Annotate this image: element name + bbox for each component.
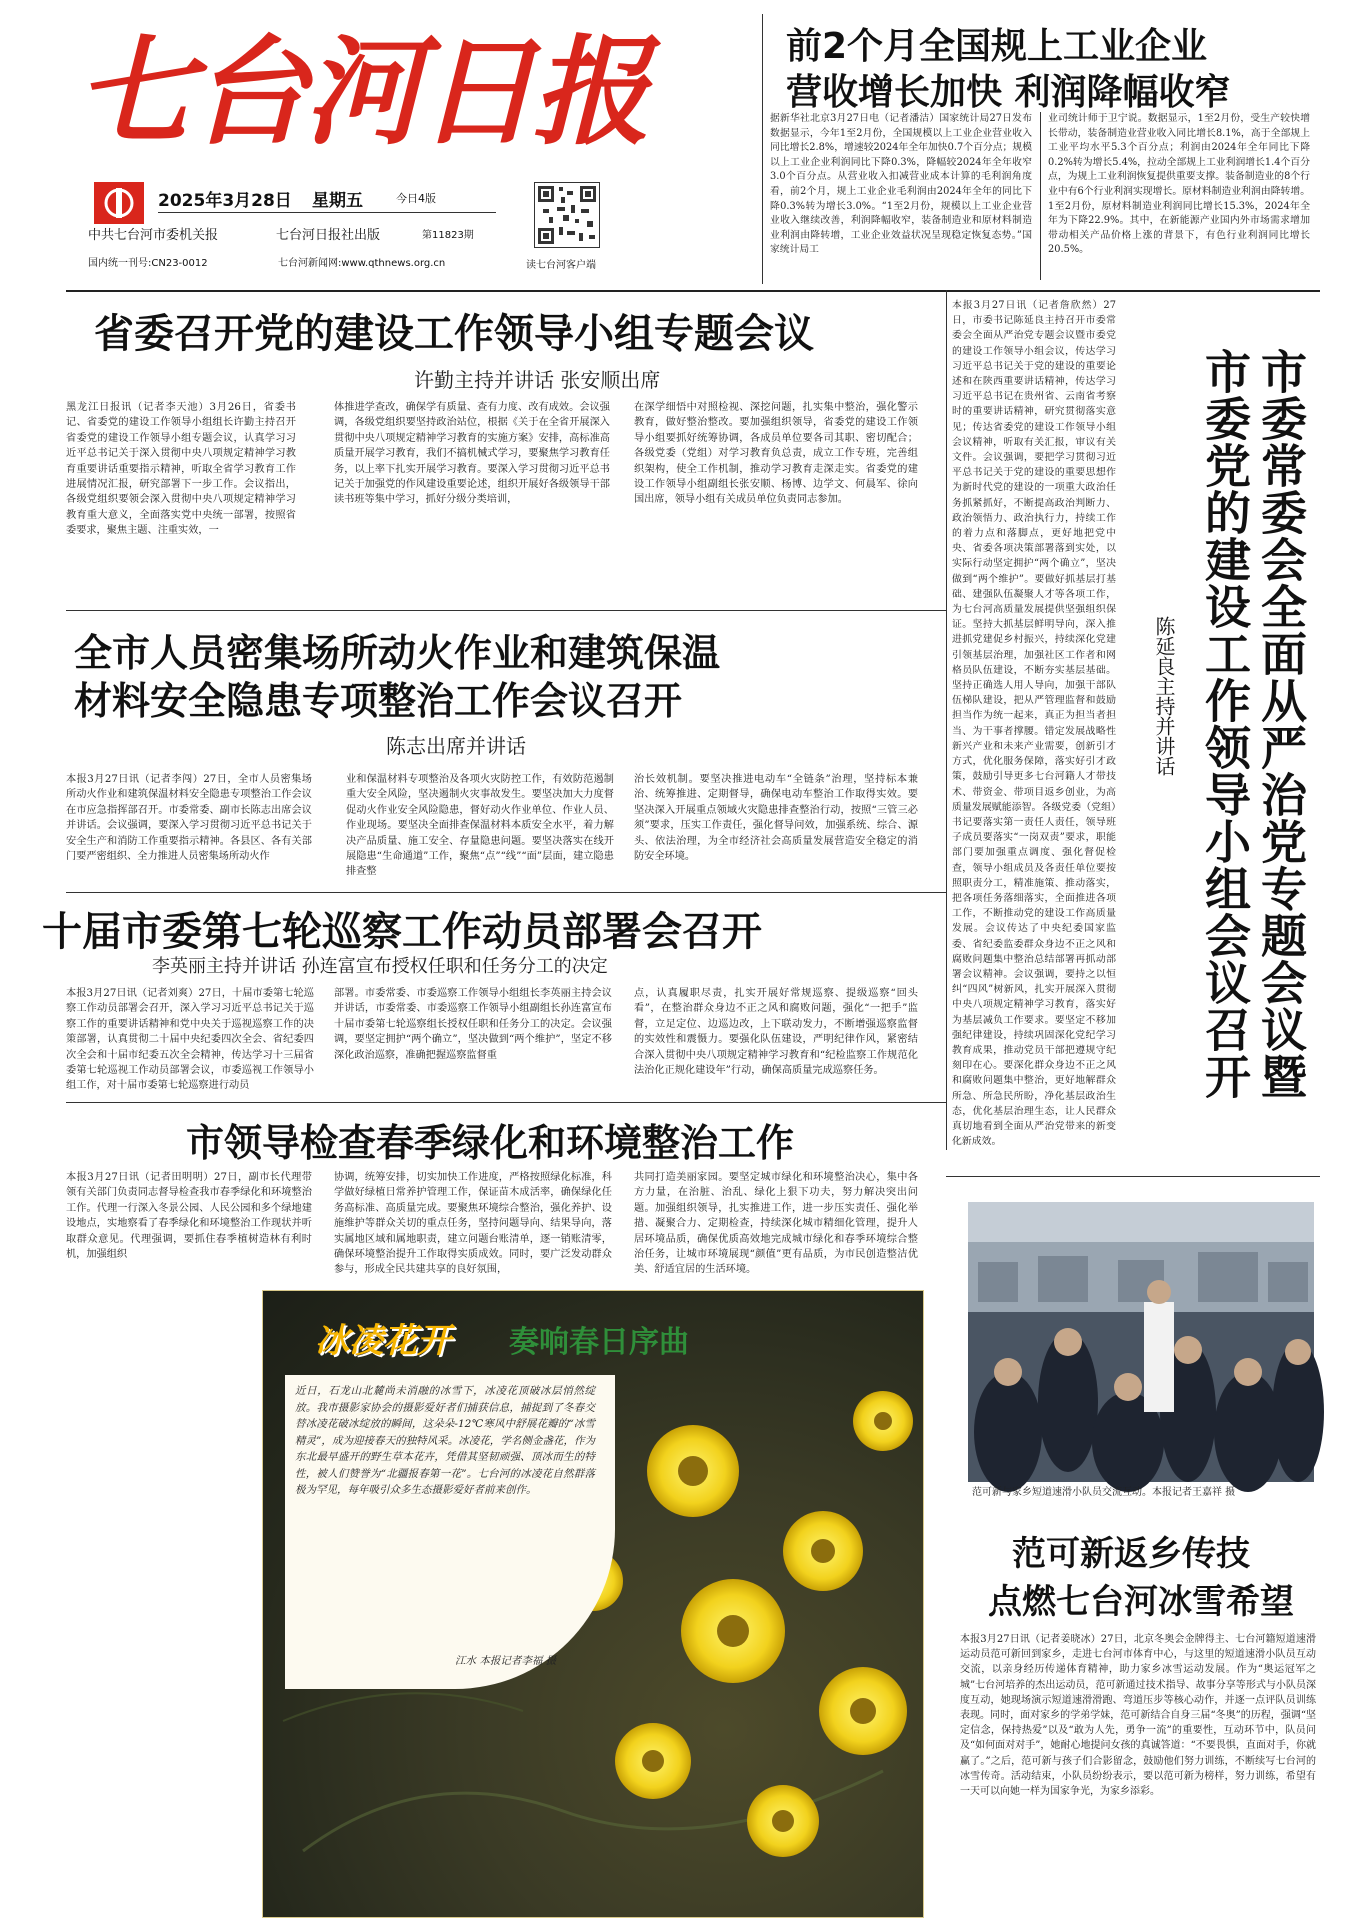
publisher-right: 七台河日报社出版 bbox=[276, 228, 381, 243]
story3-title: 十届市委第七轮巡察工作动员部署会召开 bbox=[42, 909, 762, 955]
story4-col1: 本报3月27日讯（记者田明明）27日，副市长代理带领有关部门负责同志督导检查我市春季绿化和环境整治工作。代理一行深入冬景公园、人民公园和多个绿地建设地点，实地察看了春季绿化和环境整治工作现状并听取群众意见。代理强调，要抓住春季植树造林有利时机，加强组织 bbox=[66, 1172, 312, 1261]
issue-weekday: 星期五 bbox=[312, 191, 363, 211]
masthead bbox=[66, 14, 666, 284]
story3-subtitle: 李英丽主持并讲话 孙连富宣布授权任职和任务分工的决定 bbox=[152, 956, 608, 977]
story1-col3: 在深学细悟中对照检视、深挖问题，扎实集中整治，强化警示教育，做好整治整改。要加强组织领导，省委党的建设工作领导小组要抓好统筹协调，各成员单位要各司其职、密切配合；各级党委（党组）对学习教育负总责，成立工作专班，完善组织架构，使全工作机制，推动学习教育走深走实。省委党的建设工作领导小组副组长张安顺、杨博、边学文、何晨军、徐向国出席，领导小组有关成员单位负责同志参加。 bbox=[634, 402, 918, 506]
story4-col2: 协调，统筹安排，切实加快工作进度，严格按照绿化标准，科学做好绿植日常养护管理工作，保证苗木成活率，确保绿化任务高标准、高质量完成。要聚焦环境综合整治，强化养护、设施维护等群众关切的重点任务，坚持问题导向、结果导向，落实属地区域和属地职责，建立问题台账清单，逐一销账清零，确保环境整治提升工作取得实质成效。同时，要广泛发动群众参与，形成全民共建共享的良好氛围， bbox=[334, 1172, 612, 1276]
story2-title-line2: 材料安全隐患专项整治工作会议召开 bbox=[74, 679, 683, 723]
website: 七台河新闻网:www.qthnews.org.cn bbox=[278, 258, 446, 269]
right-story-title-col1: 市委常委会全面从严治党专题会议暨 bbox=[1254, 348, 1308, 1100]
flower-title-a: 冰凌花开 bbox=[315, 1321, 451, 1361]
qr-code-icon bbox=[534, 182, 600, 248]
flower-feature bbox=[262, 1290, 924, 1918]
story1-subtitle: 许勤主持并讲话 张安顺出席 bbox=[414, 368, 661, 392]
flower-body: 近日，石龙山北麓尚未消融的冰雪下，冰凌花顶破冰层悄然绽放。我市摄影家协会的摄影爱好者们捕获信息，捕捉到了冬春交替冰凌花破冰绽放的瞬间，这朵朵-12℃寒风中舒展花瓣的“冰雪精灵”，成为迎接春天的独特风采。冰凌花，学名侧金盏花，作为东北最早盛开的野生草本花卉，凭借其坚韧顽强、顶冰而生的特性，被人们赞誉为“北疆报春第一花”。七台河的冰凌花自然群落极为罕见，每年吸引众多生态摄影爱好者前来创作。 bbox=[295, 1385, 595, 1496]
photo-story-body: 本报3月27日讯（记者姜晓冰）27日，北京冬奥会金牌得主、七台河籍短道速滑运动员范可新回到家乡，走进七台河市体育中心，与这里的短道速滑小队员互动交流，以亲身经历传递体育精神，助力家乡冰雪运动发展。作为“奥运冠军之城”七台河培养的杰出运动员，范可新通过技术指导、故事分享等形式与小队员深度互动，她现场演示短道速滑滑跑、弯道压步等核心动作，并逐一点评队员训练表现。同时，面对家乡的学弟学妹，范可新结合自身三届“冬奥”的历程，强调“坚定信念，保持热爱”以及“敢为人先，勇争一流”的重要性，互动环节中，队员问及“如何面对对手”，她耐心地提问女孩的真诚答道：“不要畏惧，直面对手，你就赢了。”之后，范可新与孩子们合影留念，鼓励他们努力训练，不断续写七台河的冰雪传奇。活动结束，小队员纷纷表示，要以范可新为榜样，努力训练，希望有一天可以向她一样为国家争光，为家乡添彩。 bbox=[960, 1634, 1316, 1798]
story3-col1: 本报3月27日讯（记者刘爽）27日，十届市委第七轮巡察工作动员部署会召开，深入学习习近平总书记关于巡察工作的重要讲话精神和党中央关于巡视巡察工作的决策部署，认真贯彻二十届中央纪委四次全会、省纪委四次全会和十届市纪委五次全会精神，传达学习十三届省委第七轮巡视工作动员部署会议，市委巡视工作领导小组工作，对十届市委第七轮巡察进行动员 bbox=[66, 988, 314, 1092]
edition-count: 今日4版 bbox=[396, 192, 436, 205]
story2-col3: 治长效机制。要坚决推进电动车“全链条”治理，坚持标本兼治、统筹推进、定期督导，确保电动车整治工作取得实效。要坚决深入开展重点领域火灾隐患排查整治行动，按照“三管三必须”要求，压实工作责任，强化督导问效，加强系统、综合、源头、依法治理，为全市经济社会高质量发展营造安全稳定的消防安全环境。 bbox=[634, 774, 918, 863]
top-story-col1: 据新华社北京3月27日电（记者潘洁）国家统计局27日发布数据显示，今年1至2月份，全国规模以上工业企业营业收入同比增长2.8%，增速较2024年全年加快0.7个百分点；规模以上工业企业利润同比下降0.3%，降幅较2024年全年收窄3.0个百分点。从营业收入扣减营业成本计算的毛利润角度看，前2个月，规上工业企业毛利润由2024年全年的同比下降0.3%转为增长3.0%。“1至2月份，规模以上工业企业营业收入继续改善，利润降幅收窄，装备制造业和原材料制造业利润由降转增，工业企业效益状况呈现稳定恢复态势。”国家统计局工 bbox=[770, 113, 1032, 256]
top-story-title-line2: 营收增长加快 利润降幅收窄 bbox=[786, 72, 1231, 113]
newspaper-title: 七台河日报 bbox=[76, 22, 647, 161]
issue-date: 2025年3月28日 bbox=[158, 191, 292, 211]
right-story-body: 本报3月27日讯（记者詹欣然）27日，市委书记陈延良主持召开市委常委会全面从严治党专题会议暨市委党的建设工作领导小组会议，传达学习习近平总书记关于党的建设的重要论述和在陕西重要讲话精神，传达学习习近平总书记在贵州省、云南省考察时的重要讲话精神，研究贯彻落实意见；传达省委党的建设工作领导小组会议精神，听取有关汇报，审议有关文件。会议强调，要把学习贯彻习近平总书记关于党的建设的重要思想作为新时代党的建设的一项重大政治任务抓紧抓好，不断提高政治判断力、政治领悟力、政治执行力，持续工作的着力点和落脚点，更好地把党中央、省委各项决策部署落到实处，以实际行动坚定拥护“两个确立”，坚决做到“两个维护”。要做好抓基层打基础、建强队伍凝聚人才等各项工作，为七台河高质量发展提供坚强组织保证。坚持大抓基层鲜明导向，深入推进抓党建促乡村振兴，持续深化党建引领基层治理，加强社区工作者和网格员队伍建设，不断夯实基层基础。坚持正确选人用人导向，加强干部队伍梯队建设，把从严管理监督和鼓励担当作为统一起来，真正为担当者担当、为干事者撑腰。错定发展战略性新兴产业和未来产业需要，创新引才方式，优化服务保障，落实好引才政策，鼓励引导更多七台河籍人才带技术、带资金、带项目返乡创业，为高质量发展赋能添智。各级党委（党组）书记要落实第一责任人责任，领导班子成员要落实“一岗双责”要求，职能部门要加强重点调度、强化督促检查，领导小组成员及各责任单位要按照职责分工，精准施策、推动落实，把各项任务落细落实，全面推进各项工作，不断推动党的建设工作高质量发展。会议传达了中央纪委国家监委、省纪委监委群众身边不正之风和腐败问题集中整治总结部署再抓动部署会议精神。会议强调，要持之以恒纠“四风”树新风，扎实开展深入贯彻中央八项规定精神学习教育，落实好为基层减负工作要求。要坚定不移加强纪律建设，持续巩固深化党纪学习教育成果，推动党员干部把遵规守纪刻印在心。要深化群众身边不正之风和腐败问题集中整治，更好地解群众所急、所急民所盼，净化基层政治生态，优化基层治理生态，让人民群众真切地看到全面从严治党带来的新变化新成效。 bbox=[952, 300, 1116, 1148]
story2-subtitle: 陈志出席并讲话 bbox=[386, 734, 526, 758]
skating-photo bbox=[968, 1202, 1314, 1482]
story3-col3: 点，认真履职尽责，扎实开展好常规巡察、提级巡察“回头看”，在整治群众身边不正之风和腐败问题，强化“一把手”监督，立足定位、边巡边改，上下联动发力，不断增强巡察监督的实效性和震慑力。要强化队伍建设，严明纪律作风，紧密结合深入贯彻中央八项规定精神学习教育和“纪检监察工作规范化法治化正规化建设年”行动，确保高质量完成巡察任务。 bbox=[634, 988, 918, 1077]
story1-col2: 体推进学查改，确保学有质量、查有力度、改有成效。会议强调，各级党组织要坚持政治站位，根据《关于在全省开展深入贯彻中央八项规定精神学习教育的实施方案》安排，高标准高质量开展学习教育，我们不搞机械式学习，要聚焦学习教育任务，以上率下扎实开展学习教育。要深入学习贯彻习近平总书记关于加强党的作风建设重要论述，组织开展好各级领导干部读书班等集中学习，抓好分级分类培训， bbox=[334, 402, 610, 506]
cn-code: 国内统一刊号:CN23-0012 bbox=[88, 258, 208, 269]
issue-number: 第11823期 bbox=[422, 230, 474, 241]
top-story-col2: 业司统计师于卫宁说。数据显示，1至2月份，受生产较快增长带动，装备制造业营业收入同比增长8.1%，高于全部规上工业平均水平5.3个百分点；利润由2024年全年同比下降0.2%转为增长5.4%，拉动全部规上工业利润增长1.4个百分点，为规上工业利润恢复提供重要支撑。装备制造业的8个行业中有6个行业利润实现增长。原材料制造业利润由降转增。1至2月份，原材料制造业利润同比增长15.3%，2024年全年为下降22.9%。其中，在新能源产业国内外市场需求增加带动相关产品价格上涨的背景下，有色行业利润同比增长20.5%。 bbox=[1048, 113, 1310, 256]
flower-credit: 江水 本报记者李福 摄 bbox=[455, 1655, 557, 1667]
right-story-title-col2: 市委党的建设工作领导小组会议召开 bbox=[1198, 348, 1252, 1100]
story4-title: 市领导检查春季绿化和环境整治工作 bbox=[186, 1121, 795, 1165]
qr-caption: 读七台河客户端 bbox=[526, 260, 596, 271]
story2-col2: 业和保温材料专项整治及各项火灾防控工作，有效防范遏制重大安全风险，坚决遏制火灾事故发生。要坚决加大力度督促动火作业安全风险隐患，督好动火作业单位、作业人员、作业现场。要坚决全面排查保温材料本质安全水平，着力解决产品质量、施工安全、存量隐患问题。要坚决落实在线开展隐患“生命通道”工作，聚焦“点”“线”“面”层面，建立隐患排查整 bbox=[346, 774, 614, 878]
photo-story-title-line1: 范可新返乡传技 bbox=[1012, 1534, 1250, 1574]
flower-text-box bbox=[285, 1375, 615, 1689]
story2-title-line1: 全市人员密集场所动火作业和建筑保温 bbox=[74, 631, 721, 675]
story1-title: 省委召开党的建设工作领导小组专题会议 bbox=[94, 311, 814, 357]
flower-title-b: 奏响春日序曲 bbox=[509, 1325, 689, 1360]
photo-story-title-line2: 点燃七台河冰雪希望 bbox=[988, 1582, 1294, 1622]
story2-col1: 本报3月27日讯（记者李闯）27日，全市人员密集场所动火作业和建筑保温材料安全隐患专项整治工作会议在市应急指挥部召开。市委常委、副市长陈志出席会议并讲话。会议强调，要深入学习贯彻习近平总书记关于安全生产和消防工作重要指示精神。各县区、各有关部门要严密组织、全力推进人员密集场所动火作 bbox=[66, 774, 312, 863]
publisher-left: 中共七台河市委机关报 bbox=[88, 228, 219, 243]
logo-icon bbox=[94, 182, 144, 224]
right-story-subtitle: 陈延良主持并讲话 bbox=[1152, 616, 1176, 776]
story1-col1: 黑龙江日报讯（记者李天池）3月26日，省委书记、省委党的建设工作领导小组组长许勤主持召开省委党的建设工作领导小组专题会议，认真学习习近平总书记关于深入贯彻中央八项规定精神学习教育重要讲话重要指示精神，听取全省学习教育工作进展情况汇报，研究部署下一步工作。会议指出，各级党组织要领会深入贯彻中央八项规定精神学习教育重大意义，全面落实党中央统一部署，按照省委要求，聚焦主题、注重实效，一 bbox=[66, 402, 296, 537]
story4-col3: 共同打造美丽家园。要坚定城市绿化和环境整治决心，集中各方力量，在治脏、治乱、绿化上狠下功夫，努力解决突出问题。加强组织领导，扎实推进工作，进一步压实责任、强化举措、凝聚合力、定期检查，持续深化城市精细化管理，提升人居环境品质，确保优质高效地完成城市绿化和春季环境综合整治任务，让城市环境展现“颜值”更有品质，为市民创造整洁优美、舒适宜居的生活环境。 bbox=[634, 1172, 918, 1276]
photo-caption: 范可新与家乡短道速滑小队员交流互动。本报记者王嘉祥 摄 bbox=[972, 1487, 1236, 1498]
top-story-title-line1: 前2个月全国规上工业企业 bbox=[786, 26, 1208, 67]
story3-col2: 部署。市委常委、市委巡察工作领导小组组长李英丽主持会议并讲话，市委常委、市委巡察工作领导小组副组长孙连富宣布十届市委第七轮巡察组长授权任职和任务分工的决定。会议强调，要坚定拥护“两个确立”，坚决做到“两个维护”，坚定不移深化政治巡察，准确把握巡察监督重 bbox=[334, 988, 612, 1061]
